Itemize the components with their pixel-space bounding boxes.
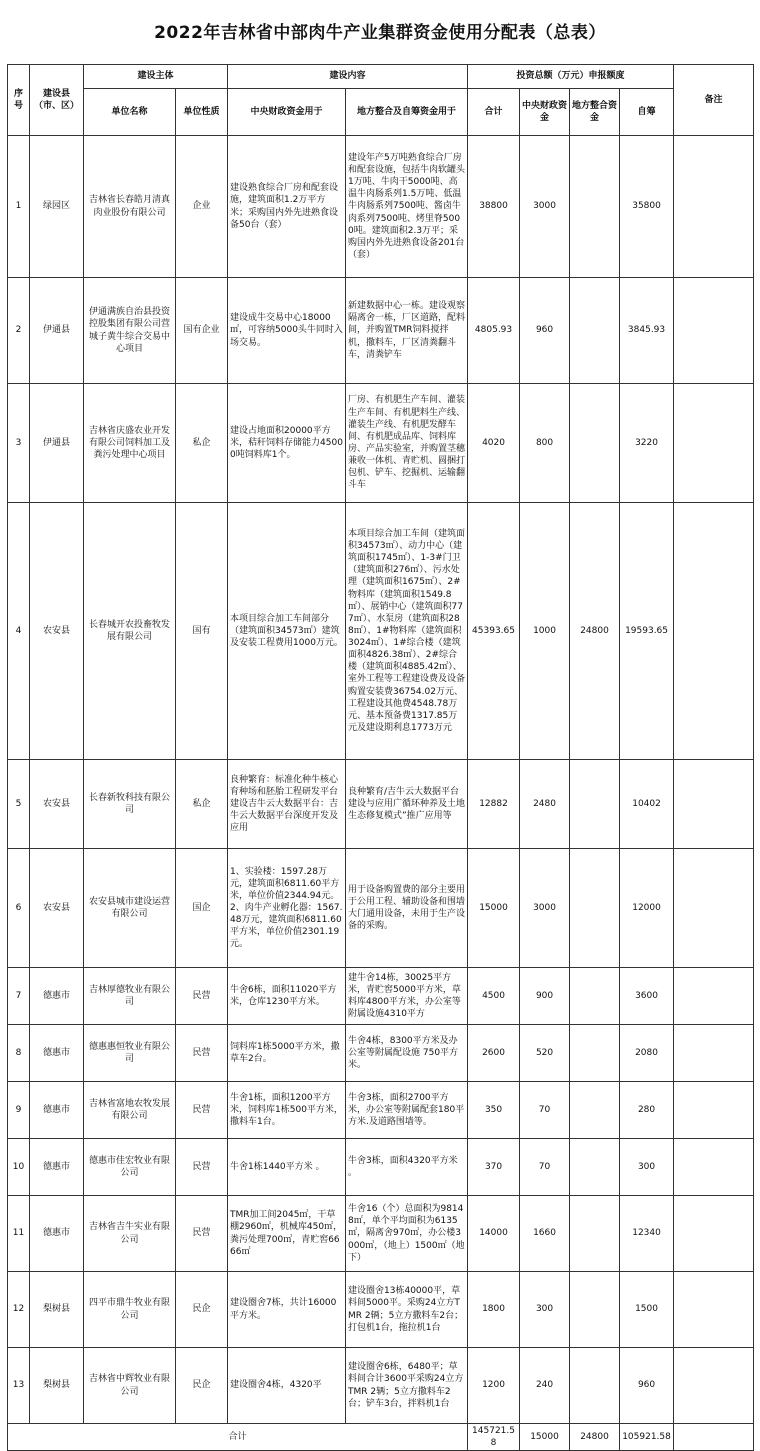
- row-total: 4500: [468, 968, 520, 1025]
- row-total: 12882: [468, 760, 520, 849]
- row-county: 伊通县: [30, 278, 84, 384]
- row-unit-name: 吉林省庆盛农业开发有限公司饲料加工及粪污处理中心项目: [84, 384, 176, 503]
- row-unit-name: 吉林省吉牛实业有限公司: [84, 1196, 176, 1272]
- row-unit-type: 企业: [176, 136, 228, 278]
- row-county: 德惠市: [30, 1025, 84, 1082]
- row-seq: 8: [8, 1025, 30, 1082]
- row-total: 370: [468, 1139, 520, 1196]
- row-central-use: 建设占地面积20000平方米，秸秆饲料存储能力45000吨饲料库1个。: [228, 384, 346, 503]
- row-local-use: 用于设备购置费的部分主要用于公用工程、辅助设备和围墙大门通用设备，未用于生产设备的采购。: [346, 849, 468, 968]
- row-local-use: 牛舍4栋，8300平方米及办公室等附属配设施 750平方米。: [346, 1025, 468, 1082]
- row-central-use: 牛舍1栋，面积1200平方米，饲料库1栋500平方米，撒料车1台。: [228, 1082, 346, 1139]
- row-local: [570, 1082, 620, 1139]
- row-seq: 9: [8, 1082, 30, 1139]
- row-unit-name: 农安县城市建设运营有限公司: [84, 849, 176, 968]
- row-local: [570, 384, 620, 503]
- row-seq: 3: [8, 384, 30, 503]
- row-seq: 12: [8, 1272, 30, 1348]
- table-row: [8, 136, 754, 278]
- row-unit-type: 民企: [176, 1348, 228, 1424]
- row-self: 3845.93: [620, 278, 674, 384]
- row-unit-type: 民营: [176, 1082, 228, 1139]
- row-unit-name: 德惠市佳宏牧业有限公司: [84, 1139, 176, 1196]
- row-county: 农安县: [30, 849, 84, 968]
- row-unit-name: 伊通满族自治县投资控股集团有限公司营城子黄牛综合交易中心项目: [84, 278, 176, 384]
- row-local: [570, 1272, 620, 1348]
- row-local: [570, 278, 620, 384]
- row-local: [570, 1348, 620, 1424]
- row-remark: [674, 1082, 754, 1139]
- row-self: 3600: [620, 968, 674, 1025]
- row-remark: [674, 503, 754, 760]
- row-unit-type: 国有: [176, 503, 228, 760]
- table-row: [8, 1196, 754, 1272]
- row-local: [570, 136, 620, 278]
- row-central: 1660: [520, 1196, 570, 1272]
- row-central-use: 良种繁育：标准化种牛核心育种场和胚胎工程研发平台建设吉牛云大数据平台：吉牛云大数据平台深度开发及应用: [228, 760, 346, 849]
- table-row: [8, 1272, 754, 1348]
- row-total: 2600: [468, 1025, 520, 1082]
- row-remark: [674, 1348, 754, 1424]
- row-central: 800: [520, 384, 570, 503]
- row-unit-name: 吉林省富地农牧发展有限公司: [84, 1082, 176, 1139]
- row-central: 3000: [520, 136, 570, 278]
- row-total: 4020: [468, 384, 520, 503]
- header-central: 中央财政资金: [520, 89, 570, 136]
- table-row: [8, 503, 754, 760]
- total-local: 24800: [570, 1424, 620, 1451]
- row-local: [570, 849, 620, 968]
- row-remark: [674, 968, 754, 1025]
- row-remark: [674, 278, 754, 384]
- row-remark: [674, 1272, 754, 1348]
- table-row: [8, 849, 754, 968]
- row-remark: [674, 1139, 754, 1196]
- row-county: 梨树县: [30, 1348, 84, 1424]
- row-central-use: 牛舍6栋，面积11020平方米，仓库1230平方米。: [228, 968, 346, 1025]
- total-remark: [674, 1424, 754, 1451]
- row-unit-name: 吉林省中辉牧业有限公司: [84, 1348, 176, 1424]
- row-remark: [674, 760, 754, 849]
- table-row: [8, 278, 754, 384]
- row-total: 1200: [468, 1348, 520, 1424]
- total-self: 105921.58: [620, 1424, 674, 1451]
- row-self: 12340: [620, 1196, 674, 1272]
- row-seq: 7: [8, 968, 30, 1025]
- total-central: 15000: [520, 1424, 570, 1451]
- header-unit-name: 单位名称: [84, 89, 176, 136]
- row-local-use: 建设年产5万吨熟食综合厂房和配套设施，包括牛肉软罐头1万吨、牛肉干5000吨、高温牛肉肠系列1.5万吨、低温牛肉肠系列7500吨、酱卤牛肉系列7500吨、烤里脊5000吨。建筑面积2.3万平；采购国内外先进熟食设备201台（套）: [346, 136, 468, 278]
- row-local: [570, 1139, 620, 1196]
- row-county: 梨树县: [30, 1272, 84, 1348]
- row-local-use: 牛舍3栋，面积4320平方米 。: [346, 1139, 468, 1196]
- total-label: 合计: [8, 1424, 468, 1451]
- row-unit-type: 国有企业: [176, 278, 228, 384]
- row-central-use: 建设成牛交易中心18000㎡，可容纳5000头牛同时入场交易。: [228, 278, 346, 384]
- row-central-use: 建设熟食综合厂房和配套设施，建筑面积1.2万平方米；采购国内外先进熟食设备50台（套）: [228, 136, 346, 278]
- row-local: 24800: [570, 503, 620, 760]
- header-county: 建设县（市、区）: [30, 65, 84, 136]
- row-self: 19593.65: [620, 503, 674, 760]
- page-title: 2022年吉林省中部肉牛产业集群资金使用分配表（总表）: [154, 23, 606, 43]
- row-seq: 2: [8, 278, 30, 384]
- row-local-use: 新建数据中心一栋。建设观察隔离舍一栋，厂区道路，配料间，并购置TMR饲料搅拌机，撒料车，厂区清粪翻斗车，清粪铲车: [346, 278, 468, 384]
- row-county: 农安县: [30, 503, 84, 760]
- row-seq: 13: [8, 1348, 30, 1424]
- row-unit-name: 吉林省长春皓月清真肉业股份有限公司: [84, 136, 176, 278]
- allocation-table: [7, 64, 754, 1451]
- row-seq: 4: [8, 503, 30, 760]
- row-seq: 5: [8, 760, 30, 849]
- row-unit-name: 吉林厚德牧业有限公司: [84, 968, 176, 1025]
- row-county: 德惠市: [30, 1196, 84, 1272]
- row-central: 2480: [520, 760, 570, 849]
- row-local: [570, 1196, 620, 1272]
- row-unit-type: 民营: [176, 1196, 228, 1272]
- row-total: 1800: [468, 1272, 520, 1348]
- table-row: [8, 1139, 754, 1196]
- row-county: 绿园区: [30, 136, 84, 278]
- row-unit-type: 民营: [176, 968, 228, 1025]
- row-central-use: 本项目综合加工车间部分（建筑面积34573㎡）建筑及安装工程费用1000万元。: [228, 503, 346, 760]
- row-local-use: 良种繁育/吉牛云大数据平台建设与应用广循环种养及土地生态修复模式”推广应用等: [346, 760, 468, 849]
- row-local: [570, 760, 620, 849]
- row-unit-type: 民营: [176, 1139, 228, 1196]
- table-row: [8, 1025, 754, 1082]
- row-central: 240: [520, 1348, 570, 1424]
- row-remark: [674, 384, 754, 503]
- row-county: 德惠市: [30, 1082, 84, 1139]
- header-unit-type: 单位性质: [176, 89, 228, 136]
- row-county: 伊通县: [30, 384, 84, 503]
- row-local-use: 牛舍3栋，面积2700平方米，办公室等附属配套180平方米.及道路围墙等。: [346, 1082, 468, 1139]
- row-unit-name: 长春新牧科技有限公司: [84, 760, 176, 849]
- row-unit-name: 德惠惠恒牧业有限公司: [84, 1025, 176, 1082]
- row-unit-type: 民营: [176, 1025, 228, 1082]
- row-central: 960: [520, 278, 570, 384]
- row-self: 1500: [620, 1272, 674, 1348]
- row-seq: 6: [8, 849, 30, 968]
- header-remark: 备注: [674, 65, 754, 136]
- row-local-use: 本项目综合加工车间（建筑面积34573㎡）、动力中心（建筑面积1745㎡）、1-3#门卫（建筑面积276㎡）、污水处理（建筑面积1675㎡）、2#物料库（建筑面积1549.8㎡）、展销中心（建筑面积777㎡）、水泵房（建筑面积288㎡）、1#物料库（建筑面积3024㎡）、1#综合楼（建筑面积4826.38㎡）、2#综合楼（建筑面积4885.42㎡）、室外工程等工程建设费及设备购置安装费36754.02万元、工程建设其他费4548.78万元、基本预备费1317.85万元及建设期利息1773万元: [346, 503, 468, 760]
- row-local: [570, 1025, 620, 1082]
- row-self: 35800: [620, 136, 674, 278]
- row-total: 4805.93: [468, 278, 520, 384]
- row-self: 10402: [620, 760, 674, 849]
- row-local-use: 牛舍16（个）总面积为98148㎡，单个平均面积为6135㎡，隔离舍970㎡，办公楼3000㎡，（地上）1500㎡（地下）: [346, 1196, 468, 1272]
- row-central: 70: [520, 1082, 570, 1139]
- row-self: 280: [620, 1082, 674, 1139]
- row-central: 300: [520, 1272, 570, 1348]
- row-central-use: 1、实验楼：1597.28万元，建筑面积6811.60平方米，单位价值2344.94元。2、肉牛产业孵化器：1567.48万元，建筑面积6811.60平方米，单位价值2301.19元。: [228, 849, 346, 968]
- table-row: [8, 1082, 754, 1139]
- row-total: 350: [468, 1082, 520, 1139]
- row-local-use: 建牛舍14栋，30025平方米，青贮窖5000平方米，草料库4800平方米，办公室等附属设施4310平方: [346, 968, 468, 1025]
- row-central: 1000: [520, 503, 570, 760]
- row-central-use: 建设圈舍4栋，4320平: [228, 1348, 346, 1424]
- header-invest: 投资总额（万元）申报额度: [468, 65, 674, 89]
- table-row: [8, 1348, 754, 1424]
- total-sum: 145721.58: [468, 1424, 520, 1451]
- header-seq: 序号: [8, 65, 30, 136]
- row-unit-type: 国企: [176, 849, 228, 968]
- table-row: [8, 968, 754, 1025]
- row-remark: [674, 1025, 754, 1082]
- header-central-use: 中央财政资金用于: [228, 89, 346, 136]
- row-central-use: TMR加工间2045㎡，干草棚2960㎡，机械库450㎡，粪污处理700㎡，青贮窖6666㎡: [228, 1196, 346, 1272]
- row-self: 12000: [620, 849, 674, 968]
- row-self: 3220: [620, 384, 674, 503]
- row-county: 德惠市: [30, 968, 84, 1025]
- row-county: 德惠市: [30, 1139, 84, 1196]
- row-unit-name: 长春城开农投畜牧发展有限公司: [84, 503, 176, 760]
- row-central: 900: [520, 968, 570, 1025]
- row-county: 农安县: [30, 760, 84, 849]
- row-central-use: 建设圈舍7栋，共计16000平方米。: [228, 1272, 346, 1348]
- row-central-use: 饲料库1栋5000平方米，撒草车2台。: [228, 1025, 346, 1082]
- row-self: 300: [620, 1139, 674, 1196]
- row-unit-name: 四平市鼎牛牧业有限公司: [84, 1272, 176, 1348]
- row-remark: [674, 849, 754, 968]
- header-local-use: 地方整合及自筹资金用于: [346, 89, 468, 136]
- row-central: 520: [520, 1025, 570, 1082]
- row-seq: 11: [8, 1196, 30, 1272]
- row-local-use: 厂房、有机肥生产车间、灌装生产车间、有机肥料生产线、灌装生产线、有机肥发酵车间、有机肥成品库、饲料库房、产品实验室，并购置茎穗兼收一体机、青贮机、圆捆打包机、铲车、挖掘机、运输翻斗车: [346, 384, 468, 503]
- row-total: 45393.65: [468, 503, 520, 760]
- row-remark: [674, 1196, 754, 1272]
- table-row: [8, 760, 754, 849]
- header-local: 地方整合资金: [570, 89, 620, 136]
- row-unit-type: 私企: [176, 384, 228, 503]
- row-local: [570, 968, 620, 1025]
- row-remark: [674, 136, 754, 278]
- row-total: 15000: [468, 849, 520, 968]
- row-unit-type: 私企: [176, 760, 228, 849]
- row-self: 2080: [620, 1025, 674, 1082]
- row-total: 14000: [468, 1196, 520, 1272]
- row-self: 960: [620, 1348, 674, 1424]
- row-central: 3000: [520, 849, 570, 968]
- row-total: 38800: [468, 136, 520, 278]
- header-total: 合计: [468, 89, 520, 136]
- row-local-use: 建设圈舍13栋40000平，草料间5000平。采购24立方TMR 2辆；5立方撒料车2台；打包机1台，拖拉机1台: [346, 1272, 468, 1348]
- row-central-use: 牛舍1栋1440平方米 。: [228, 1139, 346, 1196]
- row-central: 70: [520, 1139, 570, 1196]
- table-row: [8, 384, 754, 503]
- row-seq: 10: [8, 1139, 30, 1196]
- header-subject: 建设主体: [84, 65, 228, 89]
- row-unit-type: 民企: [176, 1272, 228, 1348]
- header-self: 自筹: [620, 89, 674, 136]
- header-content: 建设内容: [228, 65, 468, 89]
- row-seq: 1: [8, 136, 30, 278]
- row-local-use: 建设圈舍6栋，6480平；草料间合计3600平采购24立方TMR 2辆；5立方撒料车2台；铲车3台，拌料机1台: [346, 1348, 468, 1424]
